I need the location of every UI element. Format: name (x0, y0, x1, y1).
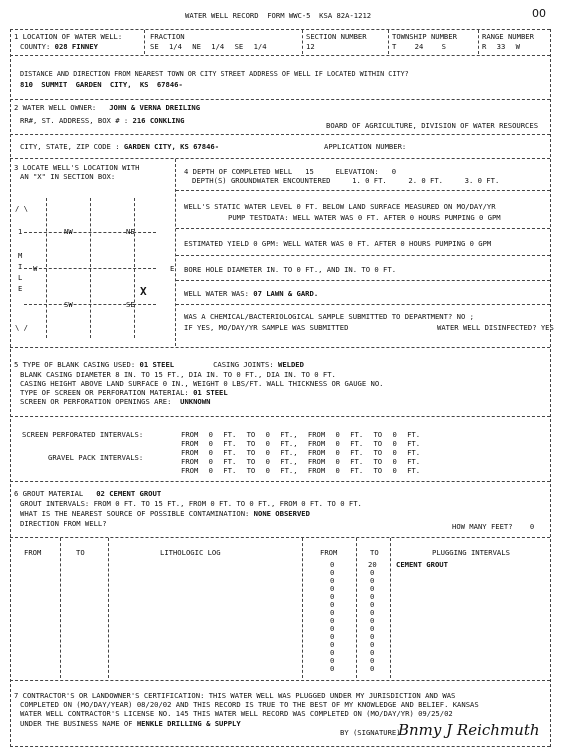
casing-height: CASING HEIGHT ABOVE LAND SURFACE 0 IN., WEIGHT 0 LBS/FT. WALL THICKNESS OR GAUGE NO. (20, 379, 384, 388)
depth-line: 4 DEPTH OF COMPLETED WELL 15 ELEVATION: 0 (184, 167, 397, 176)
contamination: WHAT IS THE NEAREST SOURCE OF POSSIBLE CONTAMINATION: NONE OBSERVED (20, 509, 310, 518)
screen-openings: SCREEN OR PERFORATION OPENINGS ARE: UNKNOWN (20, 397, 211, 406)
quadrant-se: SE (126, 300, 135, 309)
gravel-interval-2: FROM 0 FT. TO 0 FT., FROM 0 FT. TO 0 FT. (181, 457, 421, 466)
fraction-value: SE 1/4 NE 1/4 SE 1/4 (150, 42, 267, 51)
signature: Bnmy J Reichmuth (398, 721, 540, 739)
screen-type: TYPE OF SCREEN OR PERFORATION MATERIAL: 01 STEEL (20, 388, 228, 397)
log-litho-header: LITHOLOGIC LOG (160, 548, 221, 557)
screen-interval-1: FROM 0 FT. TO 0 FT., FROM 0 FT. TO 0 FT. (181, 430, 421, 439)
groundwater-line: DEPTH(S) GROUNDWATER ENCOUNTERED 1. 0 FT. 2. 0 FT. 3. 0 FT. (192, 176, 500, 185)
range-label: RANGE NUMBER (482, 32, 534, 41)
grout-intervals: GROUT INTERVALS: FROM 0 FT. TO 15 FT., FROM 0 FT. TO 0 FT., FROM 0 FT. TO 0 FT. (20, 499, 362, 508)
log-from2-header: FROM (320, 548, 338, 557)
gravel-intervals-label: GRAVEL PACK INTERVALS: (48, 453, 144, 462)
log-plugging-header: PLUGGING INTERVALS (432, 548, 510, 557)
corner-mark: 00 (532, 7, 546, 20)
water-was: WELL WATER WAS: 07 LAWN & GARD. (184, 289, 319, 298)
plug-description: CEMENT GROUT (396, 560, 448, 569)
casing-type: 5 TYPE OF BLANK CASING USED: 01 STEEL CASING JOINTS: WELDED (14, 360, 304, 369)
west-label: W (33, 264, 38, 273)
owner-line: 2 WATER WELL OWNER: JOHN & VERNA DREILING (14, 103, 201, 112)
plug-to-zeros: 0 0 0 0 0 0 0 0 0 0 0 0 0 (370, 568, 375, 673)
township-value: T 24 S (392, 42, 446, 51)
gravel-interval-3: FROM 0 FT. TO 0 FT., FROM 0 FT. TO 0 FT. (181, 466, 421, 475)
locate-label-1: 3 LOCATE WELL'S LOCATION WITH (14, 163, 140, 172)
section-value: 12 (306, 42, 315, 51)
corner-tick-tl: / \ (15, 204, 28, 213)
log-from-header: FROM (24, 548, 42, 557)
board-label: BOARD OF AGRICULTURE, DIVISION OF WATER RESOURCES (326, 121, 539, 130)
locate-label-2: AN "X" IN SECTION BOX: (20, 172, 116, 181)
cert-line-1: 7 CONTRACTOR'S OR LANDOWNER'S CERTIFICATION: THIS WATER WELL WAS PLUGGED UNDER MY JURISDICTION AND WAS (14, 691, 456, 700)
log-to-header: TO (76, 548, 85, 557)
disinfected: WATER WELL DISINFECTED? YES (437, 323, 554, 332)
city-line: CITY, STATE, ZIP CODE : GARDEN CITY, KS 67846- (20, 142, 220, 151)
plug-from-zeros: 0 0 0 0 0 0 0 0 0 0 0 0 0 (330, 568, 335, 673)
plug-to-value: 20 (368, 560, 377, 569)
cert-line-4: UNDER THE BUSINESS NAME OF HENKLE DRILLING & SUPPLY (20, 719, 241, 728)
corner-tick-bl: \ / (15, 323, 28, 332)
mile-one: 1 (18, 227, 23, 236)
how-many-feet: HOW MANY FEET? 0 (452, 522, 535, 531)
well-address: 810 SUMMIT GARDEN CITY, KS 67846- (20, 80, 183, 89)
distance-label: DISTANCE AND DIRECTION FROM NEAREST TOWN OR CITY STREET ADDRESS OF WELL IF LOCATED WITHIN CITY? (20, 70, 409, 78)
chem-sample: WAS A CHEMICAL/BACTERIOLOGICAL SAMPLE SUBMITTED TO DEPARTMENT? NO ; (184, 312, 474, 321)
cert-line-2: COMPLETED ON (MO/DAY/YEAR) 08/20/02 AND THIS RECORD IS TRUE TO THE BEST OF MY KNOWLEDGE AND BELIEF. KANSAS (20, 700, 479, 709)
mile-label: M I L E (18, 251, 23, 293)
range-value: R 33 W (482, 42, 520, 51)
rr-line: RR#, ST. ADDRESS, BOX # : 216 CONKLING (20, 116, 185, 125)
application-label: APPLICATION NUMBER: (324, 142, 407, 151)
bore-hole: BORE HOLE DIAMETER IN. TO 0 FT., AND IN. TO 0 FT. (184, 265, 397, 274)
quadrant-nw: NW (64, 227, 73, 236)
pump-test: PUMP TESTDATA: WELL WATER WAS 0 FT. AFTER 0 HOURS PUMPING 0 GPM (228, 213, 501, 222)
direction-label: DIRECTION FROM WELL? (20, 519, 107, 528)
estimated-yield: ESTIMATED YIELD 0 GPM: WELL WATER WAS 0 FT. AFTER 0 HOURS PUMPING 0 GPM (184, 239, 492, 248)
signature-label: BY (SIGNATURE) (340, 728, 401, 737)
log-to2-header: TO (370, 548, 379, 557)
section-box (24, 198, 156, 338)
section-label: SECTION NUMBER (306, 32, 367, 41)
gravel-interval-1: FROM 0 FT. TO 0 FT., FROM 0 FT. TO 0 FT. (181, 448, 421, 457)
county-line: COUNTY: 028 FINNEY (20, 42, 98, 51)
loc-label: 1 LOCATION OF WATER WELL: (14, 32, 123, 41)
static-level: WELL'S STATIC WATER LEVEL 0 FT. BELOW LAND SURFACE MEASURED ON MO/DAY/YR (184, 202, 496, 211)
plug-from-value: 0 (330, 560, 335, 569)
east-label: E (170, 264, 175, 273)
casing-diameter: BLANK CASING DIAMETER 8 IN. TO 15 FT., DIA IN. TO 0 FT., DIA IN. TO 0 FT. (20, 370, 336, 379)
cert-line-3: WATER WELL CONTRACTOR'S LICENSE NO. 145 THIS WATER WELL RECORD WAS COMPLETED ON (MO/DAY/YR) 09/25/02 (20, 709, 453, 718)
fraction-label: FRACTION (150, 32, 185, 41)
well-x-mark: X (140, 285, 147, 298)
chem-date: IF YES, MO/DAY/YR SAMPLE WAS SUBMITTED (184, 323, 349, 332)
quadrant-sw: SW (64, 300, 73, 309)
township-label: TOWNSHIP NUMBER (392, 32, 457, 41)
quadrant-ne: NE (126, 227, 135, 236)
screen-intervals-label: SCREEN PERFORATED INTERVALS: (22, 430, 144, 439)
form-title: WATER WELL RECORD FORM WWC-5 KSA 82A-1212 (185, 11, 372, 20)
grout-material: 6 GROUT MATERIAL 02 CEMENT GROUT (14, 489, 162, 498)
screen-interval-2: FROM 0 FT. TO 0 FT., FROM 0 FT. TO 0 FT. (181, 439, 421, 448)
